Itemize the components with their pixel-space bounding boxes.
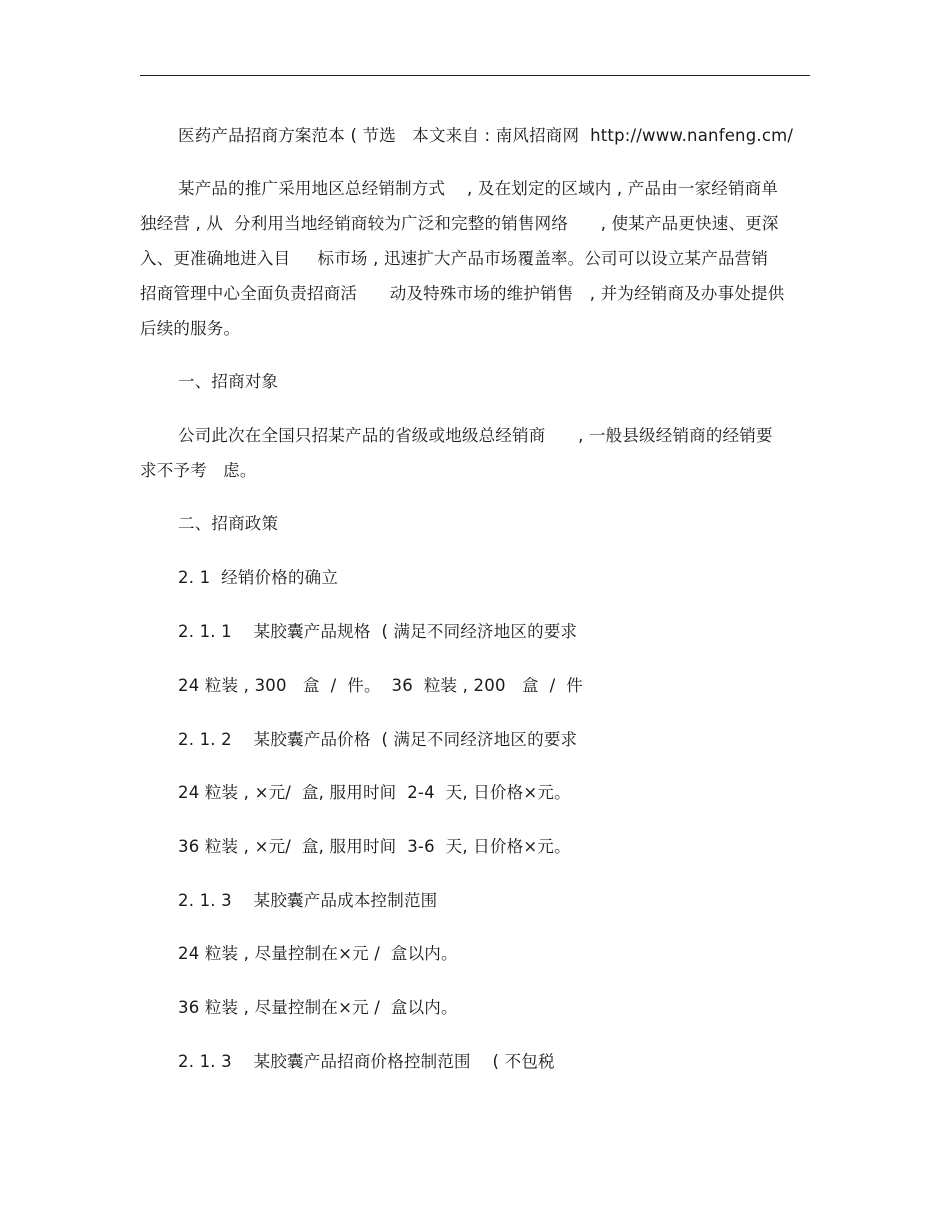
section-1-line-1: 公司此次在全国只招某产品的省级或地级总经销商 , 一般县级经销商的经销要	[178, 426, 773, 445]
doc-title-line: 医药产品招商方案范本 ( 节选 本文来自 : 南风招商网 http://www.nanfeng.cm/	[178, 126, 794, 145]
price-line-36: 36 粒装 , ×元/ 盒, 服用时间 3-6 天, 日价格×元。	[178, 837, 571, 856]
cost-line-36: 36 粒装 , 尽量控制在×元 / 盒以内。	[178, 998, 458, 1017]
intro-line-2: 独经营 , 从 分利用当地经销商较为广泛和完整的销售网络 , 使某产品更快速、更深	[140, 214, 779, 233]
subsection-2-1-3-cost: 2. 1. 3 某胶囊产品成本控制范围	[178, 891, 438, 910]
subsection-2-1-3-price: 2. 1. 3 某胶囊产品招商价格控制范围 ( 不包税	[178, 1052, 555, 1071]
section-2-heading: 二、招商政策	[178, 514, 279, 533]
intro-line-4: 招商管理中心全面负责招商活 动及特殊市场的维护销售 , 并为经销商及办事处提供	[140, 284, 785, 303]
subsection-2-1-2: 2. 1. 2 某胶囊产品价格 ( 满足不同经济地区的要求	[178, 730, 578, 749]
price-line-24: 24 粒装 , ×元/ 盒, 服用时间 2-4 天, 日价格×元。	[178, 783, 571, 802]
intro-line-1: 某产品的推广采用地区总经销制方式 , 及在划定的区域内 , 产品由一家经销商单	[178, 179, 779, 198]
intro-line-3: 入、更准确地进入目 标市场 , 迅速扩大产品市场覆盖率。公司可以设立某产品营销	[140, 249, 769, 268]
subsection-2-1: 2. 1 经销价格的确立	[178, 568, 339, 587]
intro-line-5: 后续的服务。	[140, 319, 241, 338]
spec-line: 24 粒装 , 300 盒 / 件。 36 粒装 , 200 盒 / 件	[178, 676, 583, 695]
cost-line-24: 24 粒装 , 尽量控制在×元 / 盒以内。	[178, 944, 458, 963]
subsection-2-1-1: 2. 1. 1 某胶囊产品规格 ( 满足不同经济地区的要求	[178, 622, 578, 641]
section-1-line-2: 求不予考 虑。	[140, 461, 257, 480]
header-rule	[140, 75, 810, 76]
section-1-heading: 一、招商对象	[178, 372, 279, 391]
